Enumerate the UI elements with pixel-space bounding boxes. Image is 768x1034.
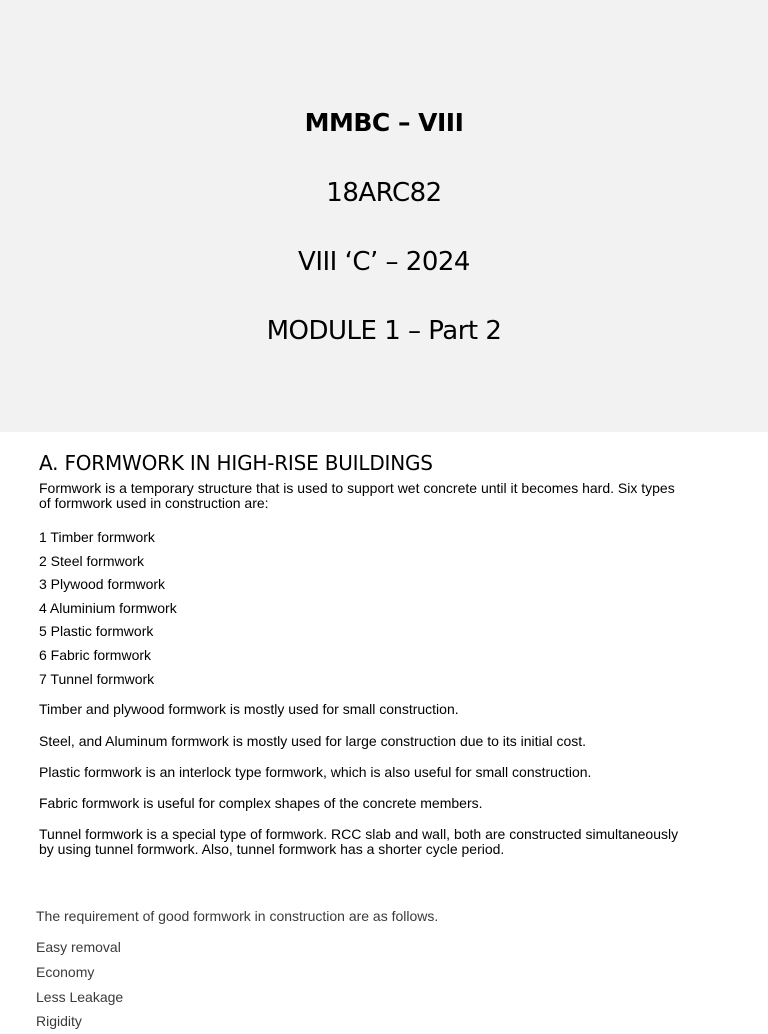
section-heading: A. FORMWORK IN HIGH-RISE BUILDINGS xyxy=(39,451,433,475)
module-title: MODULE 1 – Part 2 xyxy=(266,316,502,346)
list-item: Easy removal xyxy=(36,939,121,955)
paragraph-plastic: Plastic formwork is an interlock type formwork, which is also useful for small construction. xyxy=(39,764,592,780)
title-slide xyxy=(0,0,768,432)
requirements-intro: The requirement of good formwork in construction are as follows. xyxy=(36,908,439,924)
content-page xyxy=(0,432,768,1030)
list-item: 4 Aluminium formwork xyxy=(39,599,177,616)
formwork-types-list xyxy=(39,526,177,691)
paragraph-fabric: Fabric formwork is useful for complex shapes of the concrete members. xyxy=(39,795,483,811)
intro-paragraph: Formwork is a temporary structure that is used to support wet concrete until it becomes hard. Six types of formwork used in construction are: xyxy=(39,480,675,511)
class-batch: VIII ‘C’ – 2024 xyxy=(298,247,470,277)
course-code: 18ARC82 xyxy=(326,178,442,208)
paragraph-timber-plywood: Timber and plywood formwork is mostly used for small construction. xyxy=(39,701,459,717)
course-title: MMBC – VIII xyxy=(304,108,464,137)
list-item: 7 Tunnel formwork xyxy=(39,670,155,687)
list-item: 2 Steel formwork xyxy=(39,552,145,569)
list-item: 5 Plastic formwork xyxy=(39,623,154,640)
list-item: 6 Fabric formwork xyxy=(39,646,152,663)
list-item: Economy xyxy=(36,963,95,980)
requirements-list xyxy=(36,935,123,1034)
paragraph-steel-aluminum: Steel, and Aluminum formwork is mostly used for large construction due to its initial cost. xyxy=(39,733,587,749)
paragraph-tunnel: Tunnel formwork is a special type of formwork. RCC slab and wall, both are constructed simultaneously by using tunnel formwork. Also, tunnel formwork has a shorter cycle period. xyxy=(39,826,679,857)
list-item: Less Leakage xyxy=(36,988,124,1005)
list-item: 3 Plywood formwork xyxy=(39,576,166,593)
list-item: Rigidity xyxy=(36,1013,82,1030)
list-item: 1 Timber formwork xyxy=(39,529,155,545)
